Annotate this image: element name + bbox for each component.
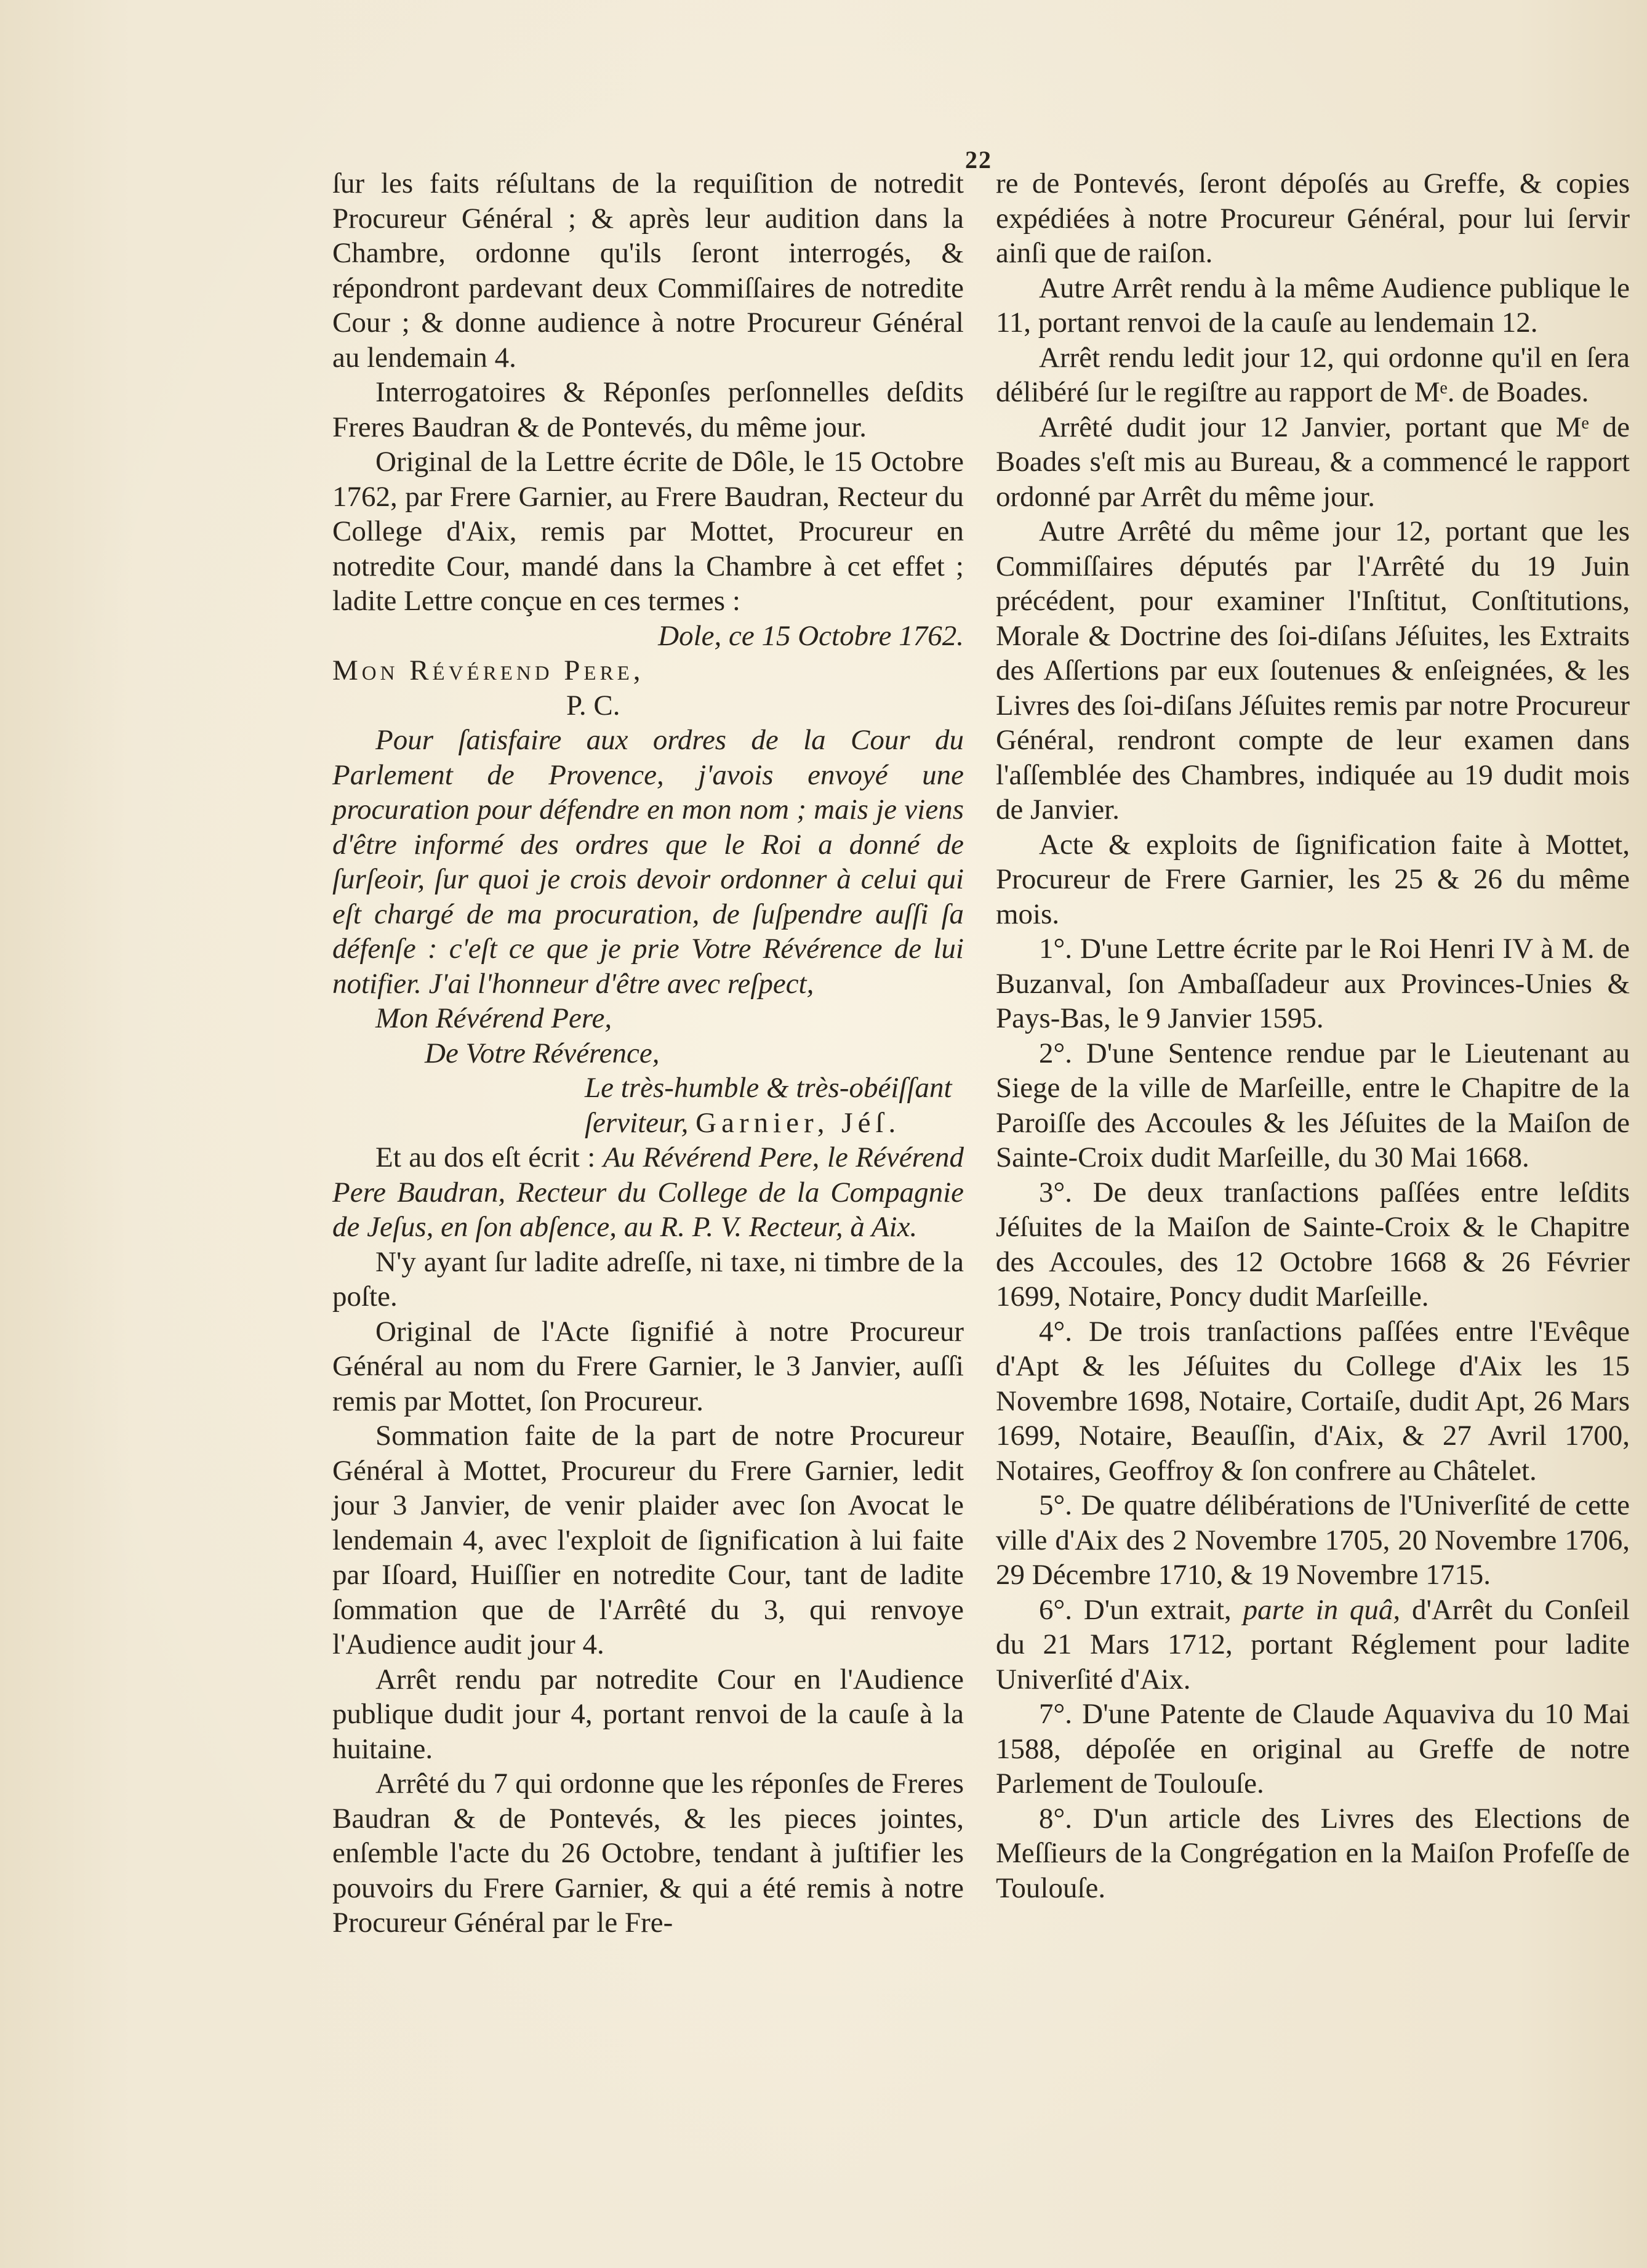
list-item: 8°. D'un article des Livres des Elections de Meſſieurs de la Congrégation en la Maiſon Profeſſe de Toulouſe. <box>996 1802 1630 1904</box>
paragraph: Arrêté du 7 qui ordonne que les réponſes de Freres Baudran & de Pontevés, & les pieces jointes, enſemble l'acte du 26 Octobre, tendant à juſtifier les pouvoirs du Frere Garnier, & qui a été remis à notre Procureur Général par le Fre- <box>332 1767 964 1939</box>
paragraph: Interrogatoires & Réponſes perſonnelles deſdits Freres Baudran & de Pontevés, du même jour. <box>332 376 964 443</box>
address-text: Au Révérend Pere, le Révérend Pere Baudran, Recteur du College de la Compagnie de Jeſus, en ſon abſence, au R. P. V. Recteur, à Aix. <box>332 1141 964 1243</box>
letter-pc: P. C. <box>566 689 620 722</box>
letter-body: Pour ſatisfaire aux ordres de la Cour du Parlement de Provence, j'avois envoyé une procuration pour défendre en mon nom ; mais je viens d'être informé des ordres que le Roi a donné de ſurſeoir, ſur quoi je crois devoir ordonner à celui qui eſt chargé de ma procuration, de ſuſpendre auſſi ſa défenſe : c'eſt ce que je prie Votre Révérence de lui notifier. J'ai l'honneur d'être avec reſpect, <box>332 724 964 1000</box>
list-item: 2°. D'une Sentence rendue par le Lieutenant au Siege de la ville de Marſeille, entre le Chapitre de la Paroiſſe des Accoules & les Jéſuites de la Maiſon de Sainte-Croix dudit Marſeille, du 30 Mai 1668. <box>996 1037 1630 1173</box>
paragraph: Autre Arrêt rendu à la même Audience publique le 11, portant renvoi de la cauſe au lendemain 12. <box>996 271 1630 339</box>
right-column <box>996 166 1630 1905</box>
list-item-text: 6°. D'un extrait, <box>1039 1593 1232 1626</box>
paragraph: Original de l'Acte ſignifié à notre Procureur Général au nom du Frere Garnier, le 3 Janvier, auſſi remis par Mottet, ſon Procureur. <box>332 1315 964 1417</box>
paragraph: ſur les faits réſultans de la requiſition de notredit Procureur Général ; & après leur audition dans la Chambre, ordonne qu'ils ſeront interrogés, & répondront pardevant deux Commiſſaires de notredite Cour ; & donne audience à notre Procureur Général au lendemain 4. <box>332 167 964 374</box>
letter-salutation: Mon Révérend Pere, <box>332 654 644 686</box>
paragraph: Sommation faite de la part de notre Procureur Général à Mottet, Procureur du Frere Garnier, ledit jour 3 Janvier, de venir plaider avec ſon Avocat le lendemain 4, avec l'exploit de ſignification à lui faite par Iſoard, Huiſſier en notredite Cour, tant de ladite ſommation que de l'Arrêté du 3, qui renvoye l'Audience audit jour 4. <box>332 1420 964 1660</box>
paragraph: Acte & exploits de ſignification faite à Mottet, Procureur de Frere Garnier, les 25 & 26 du même mois. <box>996 828 1630 930</box>
paragraph: Arrêt rendu par notredite Cour en l'Audience publique dudit jour 4, portant renvoi de la cauſe à la huitaine. <box>332 1663 964 1765</box>
list-item: 3°. De deux tranſactions paſſées entre leſdits Jéſuites de la Maiſon de Sainte-Croix & le Chapitre des Accoules, des 12 Octobre 1668 & 26 Février 1699, Notaire, Poncy dudit Marſeille. <box>996 1176 1630 1313</box>
address-lead: Et au dos eſt écrit : <box>375 1141 596 1173</box>
paragraph: Arrêté dudit jour 12 Janvier, portant que Mᵉ de Boades s'eſt mis au Bureau, & a commencé le rapport ordonné par Arrêt du même jour. <box>996 411 1630 513</box>
paragraph <box>332 1140 964 1245</box>
left-column <box>332 166 964 1940</box>
signature-prefix: ſerviteur, <box>585 1106 689 1139</box>
list-item: 4°. De trois tranſactions paſſées entre l'Evêque d'Apt & les Jéſuites du College d'Aix les 15 Novembre 1698, Notaire, Cortaiſe, dudit Apt, 26 Mars 1699, Notaire, Beauſſin, d'Aix, & 27 Avril 1700, Notaires, Geoffroy & ſon confrere au Châtelet. <box>996 1315 1630 1487</box>
signature-name: Garnier, Jéſ. <box>695 1106 901 1139</box>
list-item-text: d'Arrêt du Conſeil du 21 Mars 1712, portant Réglement pour ladite Univerſité d'Aix. <box>996 1593 1630 1695</box>
page-number: 22 <box>965 146 992 174</box>
letter-signature-line <box>332 1106 964 1141</box>
list-item: 7°. D'une Patente de Claude Aquaviva du 10 Mai 1588, dépoſée en original au Greffe de notre Parlement de Toulouſe. <box>996 1698 1630 1800</box>
list-item: 1°. D'une Lettre écrite par le Roi Henri IV à M. de Buzanval, ſon Ambaſſadeur aux Provinces-Unies & Pays-Bas, le 9 Janvier 1595. <box>996 933 1630 1034</box>
paragraph: Arrêt rendu ledit jour 12, qui ordonne qu'il en ſera délibéré ſur le regiſtre au rapport de Mᵉ. de Boades. <box>996 341 1630 408</box>
paragraph: Autre Arrêté du même jour 12, portant que les Commiſſaires députés par l'Arrêté du 19 Juin précédent, pour examiner l'Inſtitut, Conſtitutions, Morale & Doctrine des ſoi-diſans Jéſuites, les Extraits des Aſſertions par eux ſoutenues & enſeignées, & les Livres des ſoi-diſans Jéſuites remis par notre Procureur Général, rendront compte de leur examen dans l'aſſemblée des Chambres, indiquée au 19 dudit mois de Janvier. <box>996 515 1630 826</box>
list-item: 5°. De quatre délibérations de l'Univerſité de cette ville d'Aix des 2 Novembre 1705, 20 Novembre 1706, 29 Décembre 1710, & 19 Novembre 1715. <box>996 1489 1630 1591</box>
letter-closing-line: Mon Révérend Pere, <box>375 1002 612 1034</box>
paragraph: N'y ayant ſur ladite adreſſe, ni taxe, ni timbre de la poſte. <box>332 1245 964 1313</box>
paragraph: re de Pontevés, ſeront dépoſés au Greffe, & copies expédiées à notre Procureur Général, pour lui ſervir ainſi que de raiſon. <box>996 167 1630 269</box>
latin-phrase: parte in quâ, <box>1243 1593 1401 1626</box>
list-item <box>996 1593 1630 1697</box>
letter-date: Dole, ce 15 Octobre 1762. <box>658 619 964 652</box>
letter-closing-line: Le très-humble & très-obéiſſant <box>585 1072 952 1104</box>
letter-closing-line: De Votre Révérence, <box>425 1037 660 1069</box>
paragraph: Original de la Lettre écrite de Dôle, le 15 Octobre 1762, par Frere Garnier, au Frere Baudran, Recteur du College d'Aix, remis par Mottet, Procureur en notredite Cour, mandé dans la Chambre à cet effet ; ladite Lettre conçue en ces termes : <box>332 446 964 617</box>
